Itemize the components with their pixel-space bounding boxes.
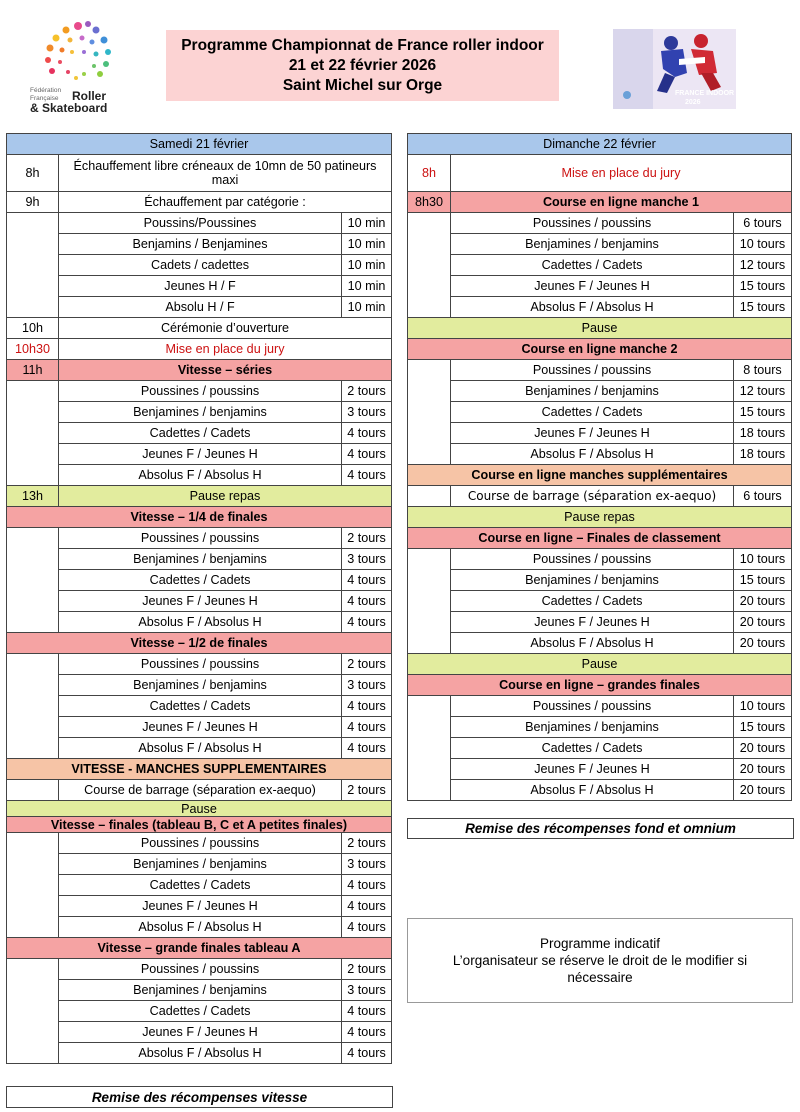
category-label: Poussines / poussins (59, 959, 342, 980)
time-cell: 8h30 (408, 192, 451, 213)
section-header-row (7, 938, 392, 959)
category-row (7, 980, 392, 1001)
section-title: Vitesse – grande finales tableau A (7, 938, 392, 959)
category-row (7, 528, 392, 549)
logo-text-roller: Roller (72, 89, 107, 103)
category-label: Benjamines / benjamins (451, 570, 734, 591)
section-header-row (7, 360, 392, 381)
category-label: Cadettes / Cadets (59, 696, 342, 717)
category-label: Benjamines / benjamins (451, 717, 734, 738)
category-row (408, 549, 792, 570)
logo-text-skateboard: & Skateboard (30, 101, 108, 115)
duration: 4 tours (342, 717, 392, 738)
category-row (408, 612, 792, 633)
schedule-row (7, 339, 392, 360)
duration: 10 tours (733, 549, 791, 570)
category-label: Cadettes / Cadets (59, 1001, 342, 1022)
category-row (408, 276, 792, 297)
category-label: Course de barrage (séparation ex-aequo) (59, 780, 342, 801)
category-row (408, 213, 792, 234)
time-cell: 10h30 (7, 339, 59, 360)
france-indoor-logo (613, 29, 736, 109)
category-label: Absolus F / Absolus H (451, 444, 734, 465)
duration: 15 tours (733, 570, 791, 591)
section-title: Course en ligne – grandes finales (408, 675, 792, 696)
category-label: Absolus F / Absolus H (451, 297, 734, 318)
schedule-row (7, 318, 392, 339)
category-label: Benjamins / Benjamines (59, 234, 342, 255)
schedule-row (408, 155, 792, 192)
category-row (7, 381, 392, 402)
category-row (7, 465, 392, 486)
event-label: Mise en place du jury (59, 339, 392, 360)
duration: 4 tours (342, 896, 392, 917)
section-title: Vitesse – 1/2 de finales (7, 633, 392, 654)
duration: 4 tours (342, 1001, 392, 1022)
pause-row (7, 486, 392, 507)
time-cell: 8h (408, 155, 451, 192)
saturday-schedule (6, 133, 392, 1064)
category-label: Cadettes / Cadets (59, 875, 342, 896)
category-label: Benjamines / benjamins (451, 381, 734, 402)
category-row (408, 591, 792, 612)
category-row (7, 854, 392, 875)
section-header-row (408, 339, 792, 360)
category-row (408, 255, 792, 276)
category-row (7, 402, 392, 423)
category-row (7, 875, 392, 896)
category-row (7, 255, 392, 276)
section-title: Course en ligne – Finales de classement (408, 528, 792, 549)
duration: 2 tours (342, 654, 392, 675)
category-label: Poussines / poussins (451, 360, 734, 381)
duration: 2 tours (342, 780, 392, 801)
duration: 10 tours (733, 696, 791, 717)
small-logo-icon (623, 91, 631, 99)
award-vitesse: Remise des récompenses vitesse (6, 1086, 393, 1108)
category-row (7, 591, 392, 612)
category-label: Absolus F / Absolus H (59, 612, 342, 633)
category-row (7, 444, 392, 465)
duration: 12 tours (733, 255, 791, 276)
category-label: Jeunes F / Jeunes H (59, 591, 342, 612)
duration: 3 tours (342, 854, 392, 875)
page-title (166, 30, 559, 101)
time-cell (408, 360, 451, 465)
duration: 20 tours (733, 612, 791, 633)
category-label: Absolus F / Absolus H (59, 1043, 342, 1064)
category-row (7, 213, 392, 234)
duration: 10 min (342, 213, 392, 234)
category-label: Cadettes / Cadets (59, 570, 342, 591)
category-row (7, 297, 392, 318)
pause-label: Pause repas (59, 486, 392, 507)
category-label: Poussins/Poussines (59, 213, 342, 234)
section-title: Vitesse – finales (tableau B, C et A petites finales) (7, 817, 392, 833)
category-label: Cadettes / Cadets (451, 591, 734, 612)
time-cell (408, 696, 451, 801)
time-cell: 8h (7, 155, 59, 192)
category-label: Benjamines / benjamins (451, 234, 734, 255)
category-row (408, 570, 792, 591)
ffrs-logo (26, 14, 126, 120)
category-label: Absolus F / Absolus H (59, 465, 342, 486)
category-row (7, 959, 392, 980)
category-row (408, 444, 792, 465)
duration: 12 tours (733, 381, 791, 402)
category-label: Poussines / poussins (451, 696, 734, 717)
title-line-1: Programme Championnat de France roller indoor (181, 36, 544, 54)
category-label: Cadettes / Cadets (451, 255, 734, 276)
category-row (7, 780, 392, 801)
duration: 4 tours (342, 465, 392, 486)
duration: 20 tours (733, 633, 791, 654)
category-row (7, 833, 392, 854)
time-cell (7, 780, 59, 801)
duration: 4 tours (342, 1043, 392, 1064)
category-row (7, 549, 392, 570)
category-label: Jeunes F / Jeunes H (59, 717, 342, 738)
section-header-row (7, 759, 392, 780)
section-title: VITESSE - MANCHES SUPPLEMENTAIRES (7, 759, 392, 780)
event-label: Mise en place du jury (451, 155, 792, 192)
disclaimer-text: L’organisateur se réserve le droit de le modifier si nécessaire (452, 953, 748, 985)
category-row (7, 570, 392, 591)
duration: 18 tours (733, 444, 791, 465)
time-cell (408, 486, 451, 507)
category-label: Benjamines / benjamins (59, 549, 342, 570)
time-cell: 13h (7, 486, 59, 507)
pause-label: Pause (7, 801, 392, 817)
pause-label: Pause (408, 654, 792, 675)
duration: 2 tours (342, 959, 392, 980)
category-label: Jeunes F / Jeunes H (451, 423, 734, 444)
title-line-3: Saint Michel sur Orge (282, 76, 443, 94)
category-row (7, 717, 392, 738)
disclaimer-title: Programme indicatif (539, 936, 661, 951)
category-label: Cadets / cadettes (59, 255, 342, 276)
pause-label: Pause (408, 318, 792, 339)
time-cell: 10h (7, 318, 59, 339)
section-header-row (408, 528, 792, 549)
section-title: Course en ligne manche 2 (408, 339, 792, 360)
category-row (408, 717, 792, 738)
category-label: Jeunes F / Jeunes H (59, 444, 342, 465)
duration: 6 tours (733, 213, 791, 234)
category-row (408, 402, 792, 423)
duration: 6 tours (733, 486, 791, 507)
title-line-2: 21 et 22 février 2026 (288, 56, 437, 74)
section-header-row (408, 675, 792, 696)
category-row (408, 297, 792, 318)
time-cell (7, 654, 59, 759)
category-row (7, 1043, 392, 1064)
duration: 15 tours (733, 717, 791, 738)
category-row (7, 696, 392, 717)
category-label: Benjamines / benjamins (59, 402, 342, 423)
duration: 15 tours (733, 402, 791, 423)
section-header-row (408, 465, 792, 486)
category-label: Benjamines / benjamins (59, 854, 342, 875)
category-label: Absolus F / Absolus H (59, 917, 342, 938)
section-title: Course en ligne manche 1 (451, 192, 792, 213)
category-label: Benjamines / benjamins (59, 675, 342, 696)
section-title: Vitesse – séries (59, 360, 392, 381)
category-row (408, 759, 792, 780)
section-header-row (7, 633, 392, 654)
category-label: Absolus F / Absolus H (451, 780, 734, 801)
duration: 20 tours (733, 738, 791, 759)
category-row (7, 675, 392, 696)
duration: 4 tours (342, 875, 392, 896)
category-row (408, 423, 792, 444)
logo-dots-icon (45, 21, 111, 80)
duration: 20 tours (733, 591, 791, 612)
duration: 10 tours (733, 234, 791, 255)
day-header-row (408, 134, 792, 155)
duration: 4 tours (342, 591, 392, 612)
category-row (408, 381, 792, 402)
time-cell (7, 959, 59, 1064)
section-title: Course en ligne manches supplémentaires (408, 465, 792, 486)
category-label: Benjamines / benjamins (59, 980, 342, 1001)
pause-row (408, 654, 792, 675)
disclaimer-box (407, 918, 793, 1003)
duration: 10 min (342, 297, 392, 318)
category-label: Cadettes / Cadets (451, 738, 734, 759)
category-row (7, 654, 392, 675)
duration: 3 tours (342, 549, 392, 570)
category-row (408, 234, 792, 255)
section-header-row (7, 507, 392, 528)
category-label: Jeunes F / Jeunes H (451, 612, 734, 633)
duration: 4 tours (342, 696, 392, 717)
time-cell: 9h (7, 192, 59, 213)
duration: 2 tours (342, 528, 392, 549)
duration: 18 tours (733, 423, 791, 444)
category-row (7, 917, 392, 938)
category-label: Jeunes F / Jeunes H (451, 276, 734, 297)
category-label: Cadettes / Cadets (451, 402, 734, 423)
logo-text-federation: Fédération (30, 87, 62, 94)
duration: 4 tours (342, 570, 392, 591)
section-header-row (7, 817, 392, 833)
pause-row (408, 318, 792, 339)
duration: 4 tours (342, 444, 392, 465)
category-label: Poussines / poussins (59, 381, 342, 402)
duration: 4 tours (342, 1022, 392, 1043)
duration: 2 tours (342, 381, 392, 402)
sunday-schedule (407, 133, 792, 801)
duration: 20 tours (733, 759, 791, 780)
category-label: Jeunes H / F (59, 276, 342, 297)
time-cell (7, 833, 59, 938)
logo-text-france-indoor: FRANCE INDOOR (675, 90, 735, 97)
duration: 10 min (342, 276, 392, 297)
duration: 4 tours (342, 612, 392, 633)
duration: 15 tours (733, 297, 791, 318)
category-row (408, 738, 792, 759)
time-cell (7, 381, 59, 486)
category-label: Poussines / poussins (59, 654, 342, 675)
event-label: Cérémonie d’ouverture (59, 318, 392, 339)
category-row (408, 360, 792, 381)
logo-text-year: 2026 (685, 99, 701, 106)
award-fond-omnium: Remise des récompenses fond et omnium (407, 818, 794, 839)
category-row (7, 738, 392, 759)
duration: 3 tours (342, 402, 392, 423)
day-header-row (7, 134, 392, 155)
time-cell (408, 549, 451, 654)
day-header: Dimanche 22 février (408, 134, 792, 155)
category-label: Absolu H / F (59, 297, 342, 318)
category-label: Poussines / poussins (59, 833, 342, 854)
category-row (7, 1001, 392, 1022)
section-title: Vitesse – 1/4 de finales (7, 507, 392, 528)
category-label: Jeunes F / Jeunes H (451, 759, 734, 780)
duration: 15 tours (733, 276, 791, 297)
category-label: Poussines / poussins (59, 528, 342, 549)
time-cell (7, 528, 59, 633)
category-label: Course de barrage (séparation ex-aequo) (451, 486, 734, 507)
schedule-row (7, 192, 392, 213)
category-label: Absolus F / Absolus H (59, 738, 342, 759)
time-cell (408, 213, 451, 318)
duration: 4 tours (342, 738, 392, 759)
duration: 3 tours (342, 980, 392, 1001)
category-row (7, 896, 392, 917)
event-label: Échauffement libre créneaux de 10mn de 50 patineurs maxi (59, 155, 392, 192)
category-label: Poussines / poussins (451, 213, 734, 234)
category-row (408, 633, 792, 654)
section-header-row (408, 192, 792, 213)
category-row (7, 423, 392, 444)
duration: 10 min (342, 255, 392, 276)
category-row (7, 234, 392, 255)
category-label: Absolus F / Absolus H (451, 633, 734, 654)
duration: 8 tours (733, 360, 791, 381)
category-row (7, 276, 392, 297)
pause-row (7, 801, 392, 817)
category-row (7, 1022, 392, 1043)
duration: 20 tours (733, 780, 791, 801)
pause-label: Pause repas (408, 507, 792, 528)
event-label: Échauffement par catégorie : (59, 192, 392, 213)
category-label: Poussines / poussins (451, 549, 734, 570)
duration: 4 tours (342, 423, 392, 444)
category-label: Jeunes F / Jeunes H (59, 1022, 342, 1043)
duration: 4 tours (342, 917, 392, 938)
duration: 10 min (342, 234, 392, 255)
schedule-row (7, 155, 392, 192)
day-header: Samedi 21 février (7, 134, 392, 155)
category-row (408, 780, 792, 801)
time-cell (7, 213, 59, 318)
category-row (7, 612, 392, 633)
duration: 3 tours (342, 675, 392, 696)
category-row (408, 696, 792, 717)
pause-row (408, 507, 792, 528)
logo-text-francaise: Française (30, 95, 59, 102)
category-label: Jeunes F / Jeunes H (59, 896, 342, 917)
time-cell: 11h (7, 360, 59, 381)
duration: 2 tours (342, 833, 392, 854)
category-row (408, 486, 792, 507)
category-label: Cadettes / Cadets (59, 423, 342, 444)
